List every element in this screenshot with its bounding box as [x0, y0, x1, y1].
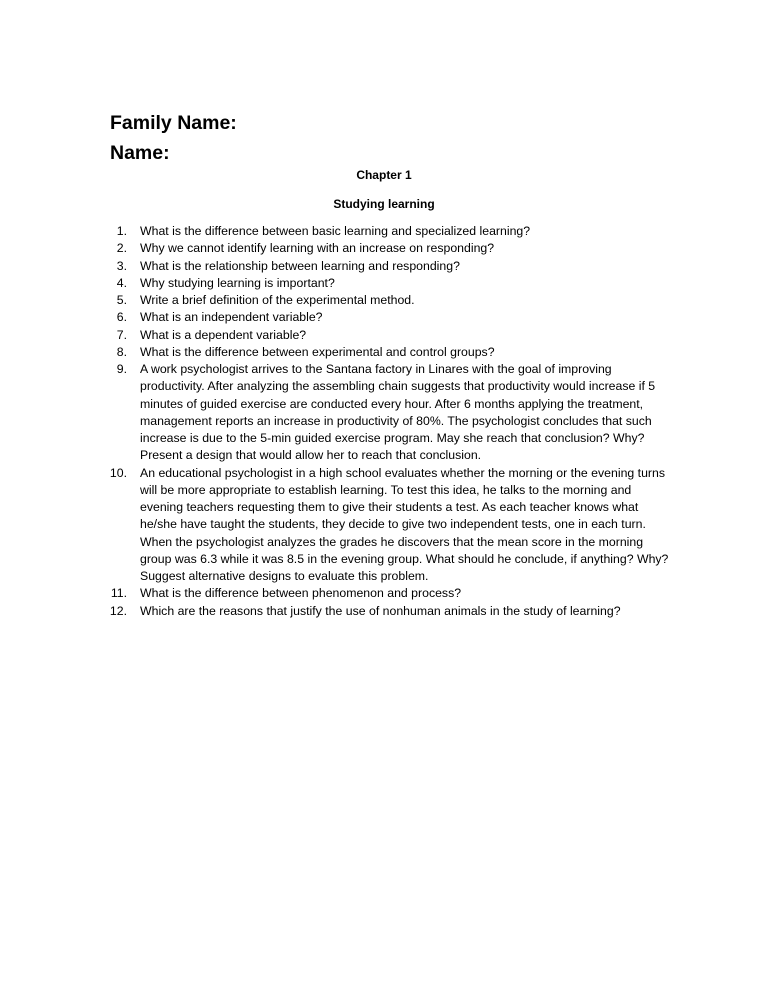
- section-title: Studying learning: [333, 197, 435, 211]
- question-item: [0, 240, 680, 257]
- question-number: 11.: [110, 586, 127, 601]
- question-item: [0, 258, 680, 275]
- question-text-line: evening teachers requesting them to give their students a test. As each teacher knows what: [140, 500, 639, 514]
- question-number: 1.: [116, 224, 127, 238]
- question-text-line: Why we cannot identify learning with an increase on responding?: [140, 241, 495, 256]
- question-item: [0, 585, 680, 602]
- chapter-heading: Chapter 1: [356, 168, 412, 182]
- question-number: 4.: [116, 275, 127, 290]
- question-item: [0, 292, 680, 309]
- question-item: [0, 309, 680, 326]
- question-number: 8.: [116, 344, 127, 359]
- question-item: [0, 361, 680, 465]
- question-item: [0, 344, 680, 361]
- question-text-line: What is an independent variable?: [140, 310, 323, 325]
- question-number: 3.: [116, 258, 127, 273]
- question-text-line: What is a dependent variable?: [140, 327, 307, 342]
- question-text-line: Write a brief definition of the experimental method.: [140, 293, 415, 307]
- question-text-line: What is the difference between basic learning and specialized learning?: [140, 224, 531, 238]
- question-number: 6.: [116, 310, 127, 325]
- question-item: [0, 223, 680, 240]
- question-text-line: management reports an increase in productivity of 80%. The psychologist concludes that such: [140, 413, 652, 428]
- question-number: 12.: [109, 603, 127, 618]
- question-text-line: Suggest alternative designs to evaluate this problem.: [140, 569, 429, 583]
- question-number: 2.: [116, 241, 127, 256]
- question-number: 9.: [116, 362, 127, 376]
- question-text-line: What is the difference between phenomenon and process?: [140, 586, 462, 601]
- name-label: Name:: [110, 142, 170, 164]
- question-text-line: minutes of guided exercise are conducted every hour. After 6 months applying the treatment,: [140, 396, 644, 411]
- question-item: [0, 603, 680, 620]
- question-text-line: will be more appropriate to establish learning. To test this idea, he talks to the morning and: [140, 482, 632, 497]
- question-text-line: A work psychologist arrives to the Santana factory in Linares with the goal of improving: [140, 362, 612, 376]
- question-number: 5.: [116, 293, 127, 307]
- question-text-line: When the psychologist analyzes the grades he discovers that the mean score in the morning: [140, 534, 644, 549]
- question-item: [0, 465, 680, 586]
- question-text-line: productivity. After analyzing the assembling chain suggests that productivity would increase if 5: [140, 379, 656, 394]
- question-list: [0, 223, 680, 620]
- question-text-line: An educational psychologist in a high school evaluates whether the morning or the evening turns: [140, 465, 665, 480]
- question-text-line: increase is due to the 5-min guided exercise program. May she reach that conclusion? Why?: [140, 431, 645, 445]
- family-name-label: Family Name:: [110, 112, 237, 134]
- question-text-line: group was 6.3 while it was 8.5 in the evening group. What should he conclude, if anything? Why?: [140, 551, 669, 566]
- question-item: [0, 275, 680, 292]
- question-number: 7.: [116, 327, 127, 342]
- question-text-line: Present a design that would allow her to reach that conclusion.: [140, 448, 482, 463]
- question-item: [0, 327, 680, 344]
- question-text-line: Which are the reasons that justify the use of nonhuman animals in the study of learning?: [140, 603, 621, 618]
- question-number: 10.: [109, 465, 127, 480]
- question-text-line: What is the difference between experimental and control groups?: [140, 344, 495, 359]
- question-text-line: Why studying learning is important?: [140, 275, 335, 290]
- question-text-line: What is the relationship between learning and responding?: [140, 258, 460, 273]
- question-text-line: he/she have taught the students, they decide to give two independent tests, one in each turn.: [140, 517, 646, 532]
